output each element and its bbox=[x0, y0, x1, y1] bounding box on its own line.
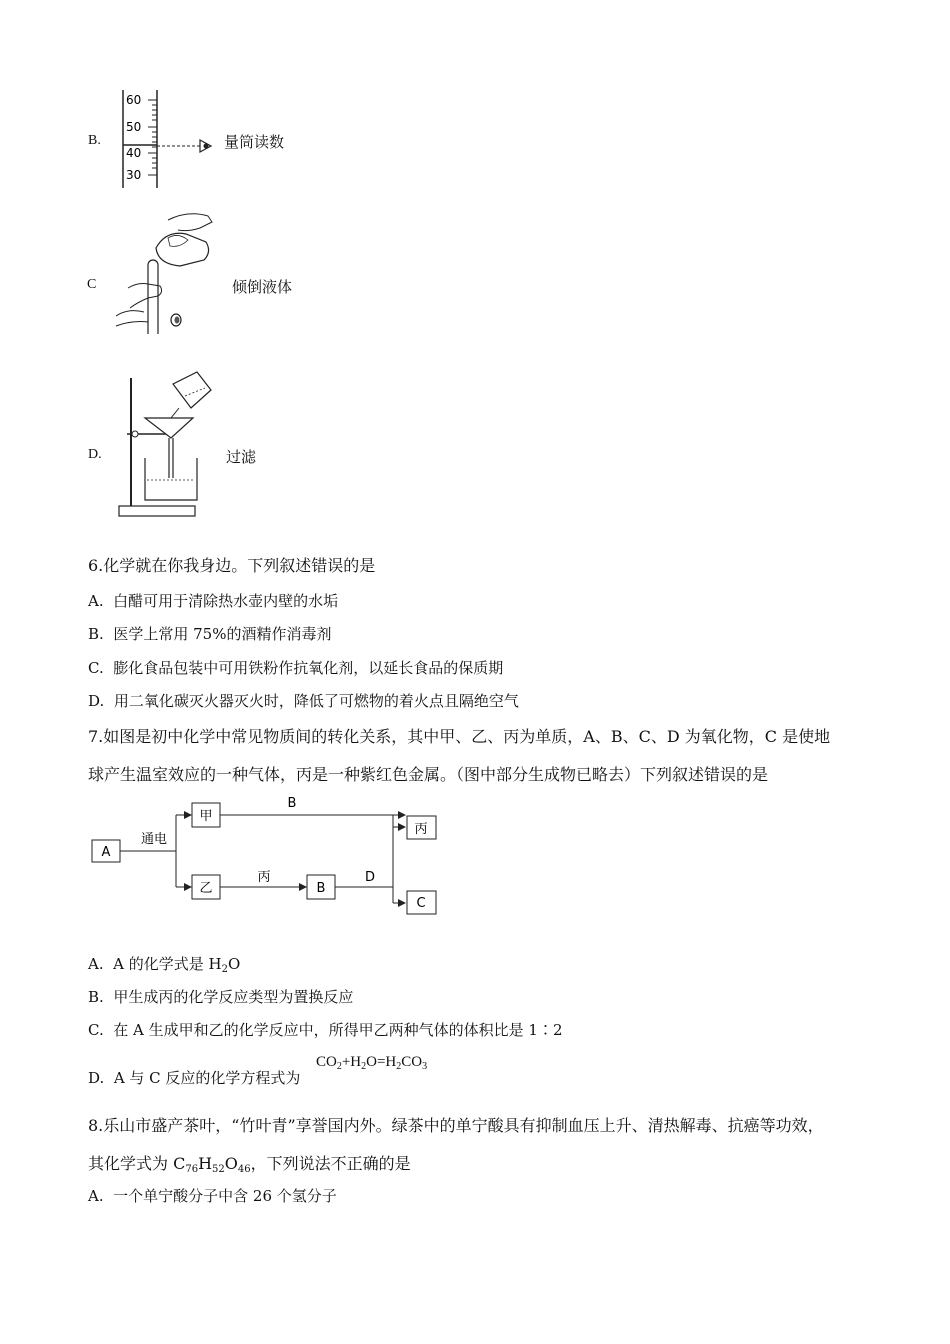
q6-option-c bbox=[88, 657, 503, 678]
edge-label-b: B bbox=[287, 796, 297, 811]
option-text: 甲生成丙的化学反应类型为置换反应 bbox=[113, 988, 354, 1006]
q8-option-a bbox=[88, 1185, 337, 1206]
option-key: A. bbox=[88, 1187, 104, 1205]
q6-option-a bbox=[88, 590, 338, 611]
q7-option-d bbox=[88, 1067, 300, 1088]
edge-label-bing: 丙 bbox=[257, 870, 271, 885]
figure-d-caption: 过滤 bbox=[226, 448, 257, 466]
option-text: 用二氧化碳灭火器灭火时，降低了可燃物的着火点且隔绝空气 bbox=[113, 692, 519, 710]
option-text: 一个单宁酸分子中含 26 个氢分子 bbox=[113, 1187, 337, 1205]
option-key: B. bbox=[88, 988, 104, 1006]
conversion-diagram bbox=[88, 795, 448, 920]
q6-option-d bbox=[88, 690, 519, 711]
figure-b-caption: 量筒读数 bbox=[224, 133, 285, 151]
option-text: 膨化食品包装中可用铁粉作抗氧化剂，以延长食品的保质期 bbox=[113, 659, 504, 677]
figure-c-label: C bbox=[87, 277, 97, 292]
pouring-liquid-figure bbox=[108, 208, 223, 334]
option-text: 医学上常用 75%的酒精作消毒剂 bbox=[113, 625, 332, 643]
option-key: C. bbox=[88, 1021, 104, 1039]
option-text: A 与 C 反应的化学方程式为 bbox=[113, 1069, 301, 1087]
figure-d-label: D. bbox=[88, 447, 102, 462]
svg-text:乙: 乙 bbox=[199, 881, 213, 896]
option-text: 在 A 生成甲和乙的化学反应中，所得甲乙两种气体的体积比是 1∶2 bbox=[113, 1021, 563, 1039]
q7-option-c bbox=[88, 1019, 563, 1040]
q7-stem-line2: 球产生温室效应的一种气体，丙是一种紫红色金属。（图中部分生成物已略去）下列叙述错误的是 bbox=[88, 765, 769, 784]
edge-label-tongdian: 通电 bbox=[140, 832, 168, 847]
svg-text:C: C bbox=[416, 896, 426, 911]
option-key: D. bbox=[88, 692, 105, 710]
edge-label-d: D bbox=[364, 870, 376, 885]
option-text-tail: O bbox=[227, 955, 241, 973]
q7-option-a bbox=[88, 953, 240, 975]
option-key: D. bbox=[88, 1069, 105, 1087]
scale-50: 50 bbox=[126, 120, 142, 134]
option-key: B. bbox=[88, 625, 104, 643]
svg-text:甲: 甲 bbox=[199, 809, 213, 824]
scale-40: 40 bbox=[126, 146, 142, 160]
q6-option-b bbox=[88, 623, 331, 644]
q8-stem-line2: 其化学式为 $C_{76}H_{52}O_{46}$，下列说法不正确的是 bbox=[88, 1154, 411, 1175]
option-key: A. bbox=[88, 592, 104, 610]
scale-60: 60 bbox=[126, 93, 142, 107]
q7-option-b bbox=[88, 986, 353, 1007]
q7-stem-line1: 7.如图是初中化学中常见物质间的转化关系，其中甲、乙、丙为单质，A、B、C、D 为氧化物，C 是使地 bbox=[88, 727, 831, 746]
subscript: 2 bbox=[221, 964, 228, 975]
scale-30: 30 bbox=[126, 168, 142, 182]
q6-stem: 6.化学就在你我身边。下列叙述错误的是 bbox=[88, 556, 376, 575]
option-key: A. bbox=[88, 955, 104, 973]
option-text: 白醋可用于清除热水壶内壁的水垢 bbox=[113, 592, 339, 610]
graduated-cylinder-figure bbox=[110, 88, 220, 190]
svg-text:A: A bbox=[101, 845, 111, 860]
q8-stem-line1: 8.乐山市盛产茶叶，“竹叶青”享誉国内外。绿茶中的单宁酸具有抑制血压上升、清热解毒、抗癌等功效， bbox=[88, 1116, 824, 1135]
filtration-figure bbox=[113, 368, 223, 520]
figure-b-label: B. bbox=[88, 133, 101, 148]
figure-c-caption: 倾倒液体 bbox=[232, 278, 293, 296]
svg-text:丙: 丙 bbox=[414, 822, 428, 837]
svg-text:B: B bbox=[316, 881, 326, 896]
option-text: A 的化学式是 H bbox=[113, 955, 222, 973]
q7-equation: $CO_2+H_2O=H_2CO_3$ bbox=[316, 1054, 428, 1072]
option-key: C. bbox=[88, 659, 104, 677]
